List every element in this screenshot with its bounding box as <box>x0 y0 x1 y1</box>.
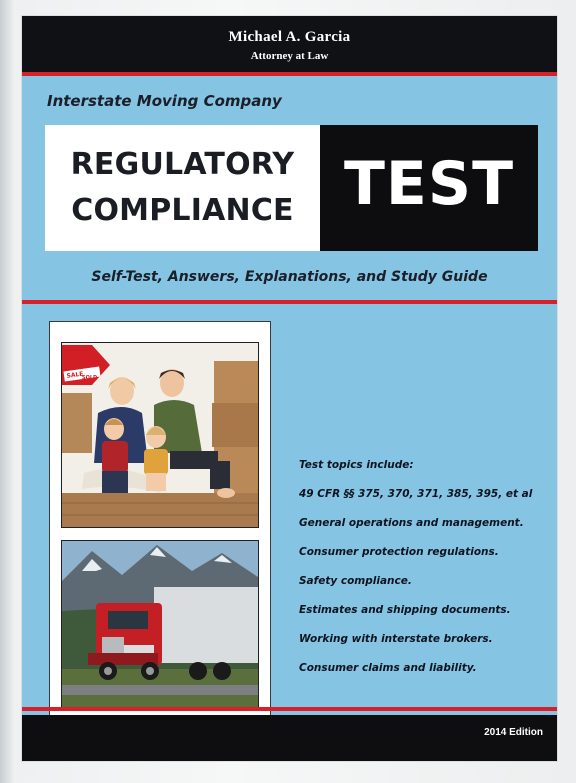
author-title: Attorney at Law <box>250 50 329 62</box>
title-box-left <box>45 125 320 251</box>
title-line-1: REGULATORY <box>70 147 295 182</box>
author-name: Michael A. Garcia <box>228 29 351 45</box>
book-cover <box>22 16 557 761</box>
topic-item: Safety compliance. <box>299 575 412 587</box>
topic-item: Estimates and shipping documents. <box>299 604 511 616</box>
topic-item: Consumer protection regulations. <box>299 546 499 558</box>
photo-panel <box>49 321 271 721</box>
topic-item: Consumer claims and liability. <box>299 662 477 674</box>
sign-for-sale: OR SALE <box>65 364 84 380</box>
title-test: TEST <box>343 149 515 219</box>
topic-item: 49 CFR §§ 375, 370, 371, 385, 395, et al <box>299 488 533 500</box>
family-photo <box>61 342 259 528</box>
truck-photo <box>61 540 259 708</box>
red-divider-top <box>22 72 557 76</box>
topic-item: General operations and management. <box>299 517 524 529</box>
bottom-bar <box>22 715 557 761</box>
subtitle: Self-Test, Answers, Explanations, and Study Guide <box>91 269 488 285</box>
company-name: Interstate Moving Company <box>47 92 282 110</box>
red-divider-middle <box>22 300 557 304</box>
title-box-right <box>320 125 538 251</box>
red-divider-bottom <box>22 707 557 711</box>
edition-label: 2014 Edition <box>484 727 543 738</box>
author-bar <box>22 16 557 72</box>
topic-item: Working with interstate brokers. <box>299 633 493 645</box>
sold-text: SOLD <box>82 375 98 381</box>
title-line-2: COMPLIANCE <box>71 193 294 228</box>
topics-heading: Test topics include: <box>299 459 414 471</box>
